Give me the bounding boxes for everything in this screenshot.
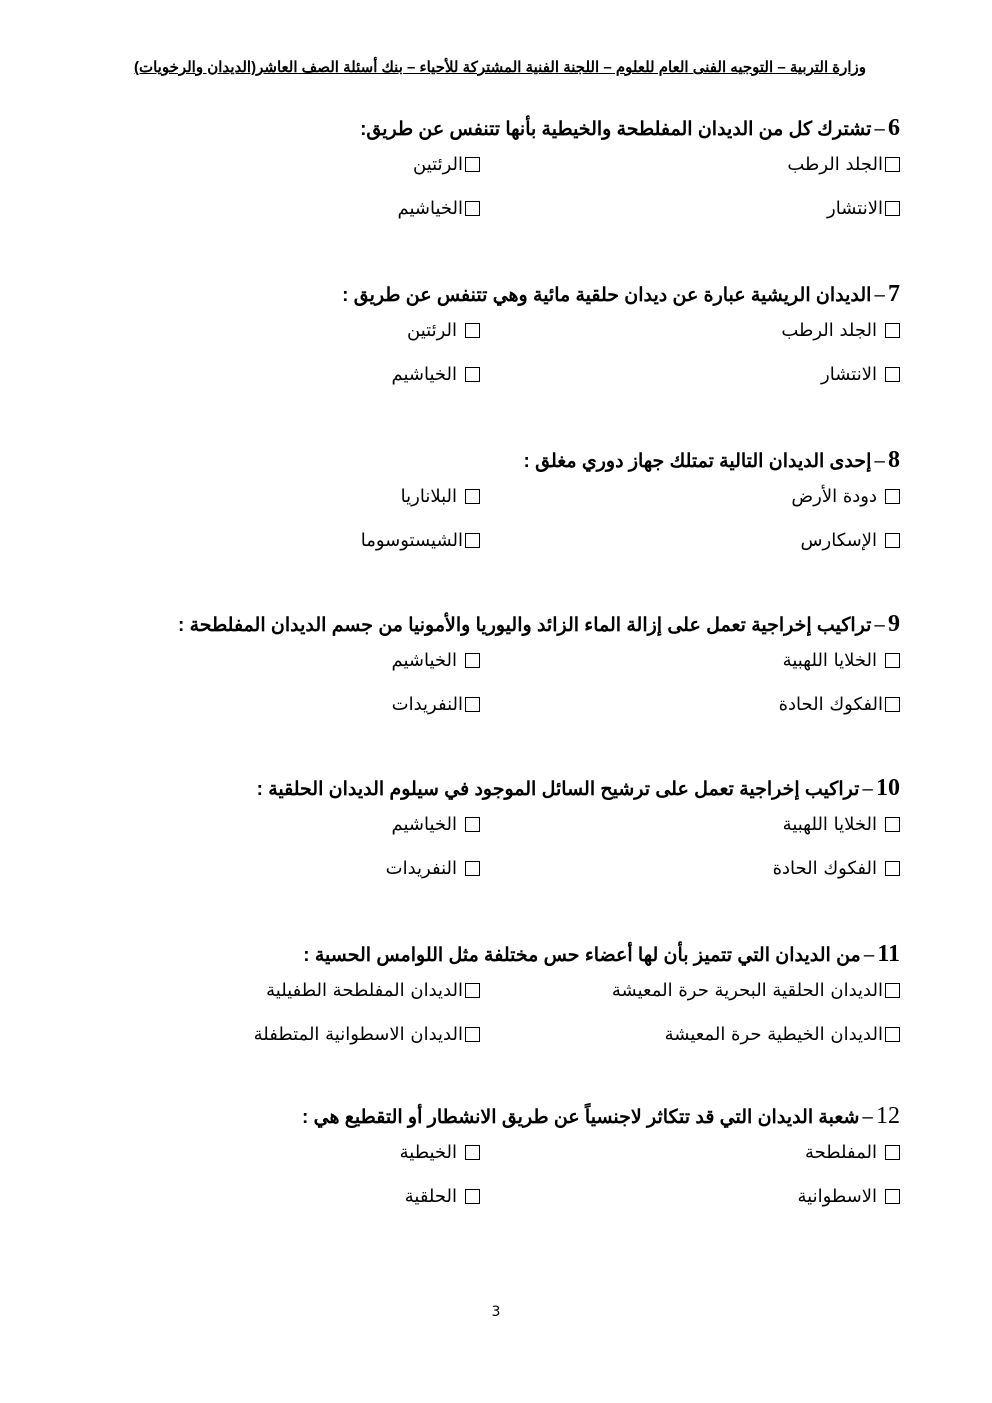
question-text: تراكيب إخراجية تعمل على ترشيح السائل الموجود في سيلوم الديدان الحلقية : — [256, 779, 860, 800]
question-number: 11 — [877, 941, 900, 967]
checkbox-icon[interactable] — [465, 489, 480, 504]
checkbox-icon[interactable] — [885, 653, 900, 668]
question-number: 12 — [876, 1103, 900, 1129]
option-label: الفكوك الحادة — [772, 858, 877, 879]
option-c[interactable] — [801, 530, 900, 551]
question-10: 10–تراكيب إخراجية تعمل على ترشيح السائل الموجود في سيلوم الديدان الحلقية : الخلايا اللهبية الخياشيم الفكوك الحادة النفريدات — [256, 775, 900, 879]
option-a[interactable] — [787, 154, 900, 175]
checkbox-icon[interactable] — [465, 983, 480, 998]
question-12: 12–شعبة الديدان التي قد تتكاثر لاجنسياً عن طريق الانشطار أو التقطيع هي : المفلطحة الخيطية الاسطوانية الحلقية — [302, 1103, 900, 1207]
option-b[interactable] — [413, 154, 480, 175]
checkbox-icon[interactable] — [885, 533, 900, 548]
question-text: إحدى الديدان التالية تمتلك جهاز دوري مغلق : — [523, 451, 872, 472]
question-text: من الديدان التي تتميز بأن لها أعضاء حس مختلفة مثل اللوامس الحسية : — [303, 945, 861, 966]
checkbox-icon[interactable] — [885, 489, 900, 504]
checkbox-icon[interactable] — [885, 1145, 900, 1160]
option-label: الخياشيم — [391, 650, 457, 671]
question-11: 11–من الديدان التي تتميز بأن لها أعضاء حس مختلفة مثل اللوامس الحسية : الديدان الحلقية البحرية حرة المعيشة الديدان المفلطحة الطفيلية الديدان الخيطية حرة المعيشة الديدان الاسطوانية المتطفلة — [253, 941, 900, 1045]
option-a[interactable] — [783, 650, 900, 671]
checkbox-icon[interactable] — [465, 1027, 480, 1042]
checkbox-icon[interactable] — [885, 1189, 900, 1204]
option-label: الرئتين — [407, 320, 457, 341]
checkbox-icon[interactable] — [465, 1145, 480, 1160]
option-label: الانتشار — [821, 364, 877, 385]
option-label: الديدان الاسطوانية المتطفلة — [253, 1024, 463, 1045]
option-b[interactable] — [391, 650, 480, 671]
option-label: الديدان الحلقية البحرية حرة المعيشة — [611, 980, 883, 1001]
option-label: الجلد الرطب — [781, 320, 877, 341]
option-label: البلاناريا — [400, 486, 457, 507]
option-d[interactable] — [405, 1186, 480, 1207]
option-d[interactable] — [397, 198, 480, 219]
option-label: الاسطوانية — [797, 1186, 877, 1207]
checkbox-icon[interactable] — [885, 157, 900, 172]
page-number: 3 — [491, 1304, 501, 1320]
option-label: الخياشيم — [391, 364, 457, 385]
checkbox-icon[interactable] — [465, 157, 480, 172]
option-b[interactable] — [391, 814, 480, 835]
option-label: الفكوك الحادة — [778, 694, 883, 715]
option-label: النفريدات — [385, 858, 457, 879]
option-label: الخلايا اللهبية — [782, 814, 877, 835]
question-9: 9–تراكيب إخراجية تعمل على إزالة الماء الزائد واليوريا والأمونيا من جسم الديدان المفلطحة : الخلايا اللهبية الخياشيم الفكوك الحادة النفريدات — [178, 611, 900, 715]
checkbox-icon[interactable] — [885, 1027, 900, 1042]
option-label: المفلطحة — [805, 1142, 877, 1163]
checkbox-icon[interactable] — [885, 817, 900, 832]
checkbox-icon[interactable] — [465, 367, 480, 382]
question-number: 6 — [888, 115, 900, 141]
checkbox-icon[interactable] — [465, 697, 480, 712]
question-text: شعبة الديدان التي قد تتكاثر لاجنسياً عن طريق الانشطار أو التقطيع هي : — [302, 1107, 860, 1128]
option-d[interactable] — [254, 1024, 480, 1045]
checkbox-icon[interactable] — [465, 861, 480, 876]
option-b[interactable] — [401, 486, 480, 507]
question-7: 7–الديدان الريشية عبارة عن ديدان حلقية مائية وهي تتنفس عن طريق : الجلد الرطب الرئتين الانتشار الخياشيم — [342, 281, 900, 385]
checkbox-icon[interactable] — [465, 817, 480, 832]
checkbox-icon[interactable] — [885, 983, 900, 998]
question-8: 8–إحدى الديدان التالية تمتلك جهاز دوري مغلق : دودة الأرض البلاناريا الإسكارس الشيستوسوما — [360, 447, 900, 551]
option-c[interactable] — [773, 858, 900, 879]
option-b[interactable] — [407, 320, 480, 341]
option-label: الخلايا اللهبية — [782, 650, 877, 671]
checkbox-icon[interactable] — [465, 1189, 480, 1204]
option-c[interactable] — [821, 364, 900, 385]
option-label: الديدان الخيطية حرة المعيشة — [664, 1024, 883, 1045]
page-header: وزارة التربية – التوجيه الفنى العام للعلوم – اللجنة الفنية المشتركة للأحياء – بنك أسئلة الصف العاشر(الديدان والرخويات) — [133, 59, 867, 76]
question-number: 8 — [888, 447, 900, 473]
option-a[interactable] — [612, 980, 900, 1001]
option-label: الرئتين — [413, 154, 463, 175]
question-text: تشترك كل من الديدان المفلطحة والخيطية بأنها تتنفس عن طريق: — [360, 119, 872, 140]
option-c[interactable] — [779, 694, 900, 715]
checkbox-icon[interactable] — [885, 861, 900, 876]
checkbox-icon[interactable] — [885, 367, 900, 382]
option-label: الخياشيم — [391, 814, 457, 835]
option-label: دودة الأرض — [791, 486, 877, 507]
question-6: 6–تشترك كل من الديدان المفلطحة والخيطية بأنها تتنفس عن طريق: الجلد الرطب الرئتين الانتشار الخياشيم — [360, 115, 900, 219]
checkbox-icon[interactable] — [885, 323, 900, 338]
option-label: الخيطية — [399, 1142, 457, 1163]
checkbox-icon[interactable] — [465, 201, 480, 216]
option-c[interactable] — [665, 1024, 900, 1045]
option-b[interactable] — [400, 1142, 480, 1163]
question-number: 10 — [876, 775, 900, 801]
checkbox-icon[interactable] — [885, 201, 900, 216]
option-label: الشيستوسوما — [360, 530, 463, 551]
question-text: الديدان الريشية عبارة عن ديدان حلقية مائية وهي تتنفس عن طريق : — [342, 285, 872, 306]
checkbox-icon[interactable] — [465, 653, 480, 668]
option-a[interactable] — [781, 320, 900, 341]
checkbox-icon[interactable] — [465, 323, 480, 338]
question-text: تراكيب إخراجية تعمل على إزالة الماء الزائد واليوريا والأمونيا من جسم الديدان المفلطحة : — [178, 615, 872, 636]
option-label: الديدان المفلطحة الطفيلية — [266, 980, 463, 1001]
option-d[interactable] — [391, 364, 480, 385]
option-a[interactable] — [783, 814, 900, 835]
option-b[interactable] — [266, 980, 480, 1001]
option-label: النفريدات — [391, 694, 463, 715]
option-label: الانتشار — [827, 198, 883, 219]
option-label: الإسكارس — [800, 530, 877, 551]
option-a[interactable] — [791, 486, 900, 507]
option-label: الحلقية — [404, 1186, 457, 1207]
option-d[interactable] — [386, 858, 480, 879]
question-number: 7 — [888, 281, 900, 307]
option-label: الجلد الرطب — [787, 154, 883, 175]
option-d[interactable] — [392, 694, 480, 715]
option-c[interactable] — [827, 198, 900, 219]
checkbox-icon[interactable] — [885, 697, 900, 712]
option-a[interactable] — [805, 1142, 900, 1163]
checkbox-icon[interactable] — [465, 533, 480, 548]
option-label: الخياشيم — [397, 198, 463, 219]
option-d[interactable] — [361, 530, 480, 551]
question-number: 9 — [888, 611, 900, 637]
option-c[interactable] — [797, 1186, 900, 1207]
